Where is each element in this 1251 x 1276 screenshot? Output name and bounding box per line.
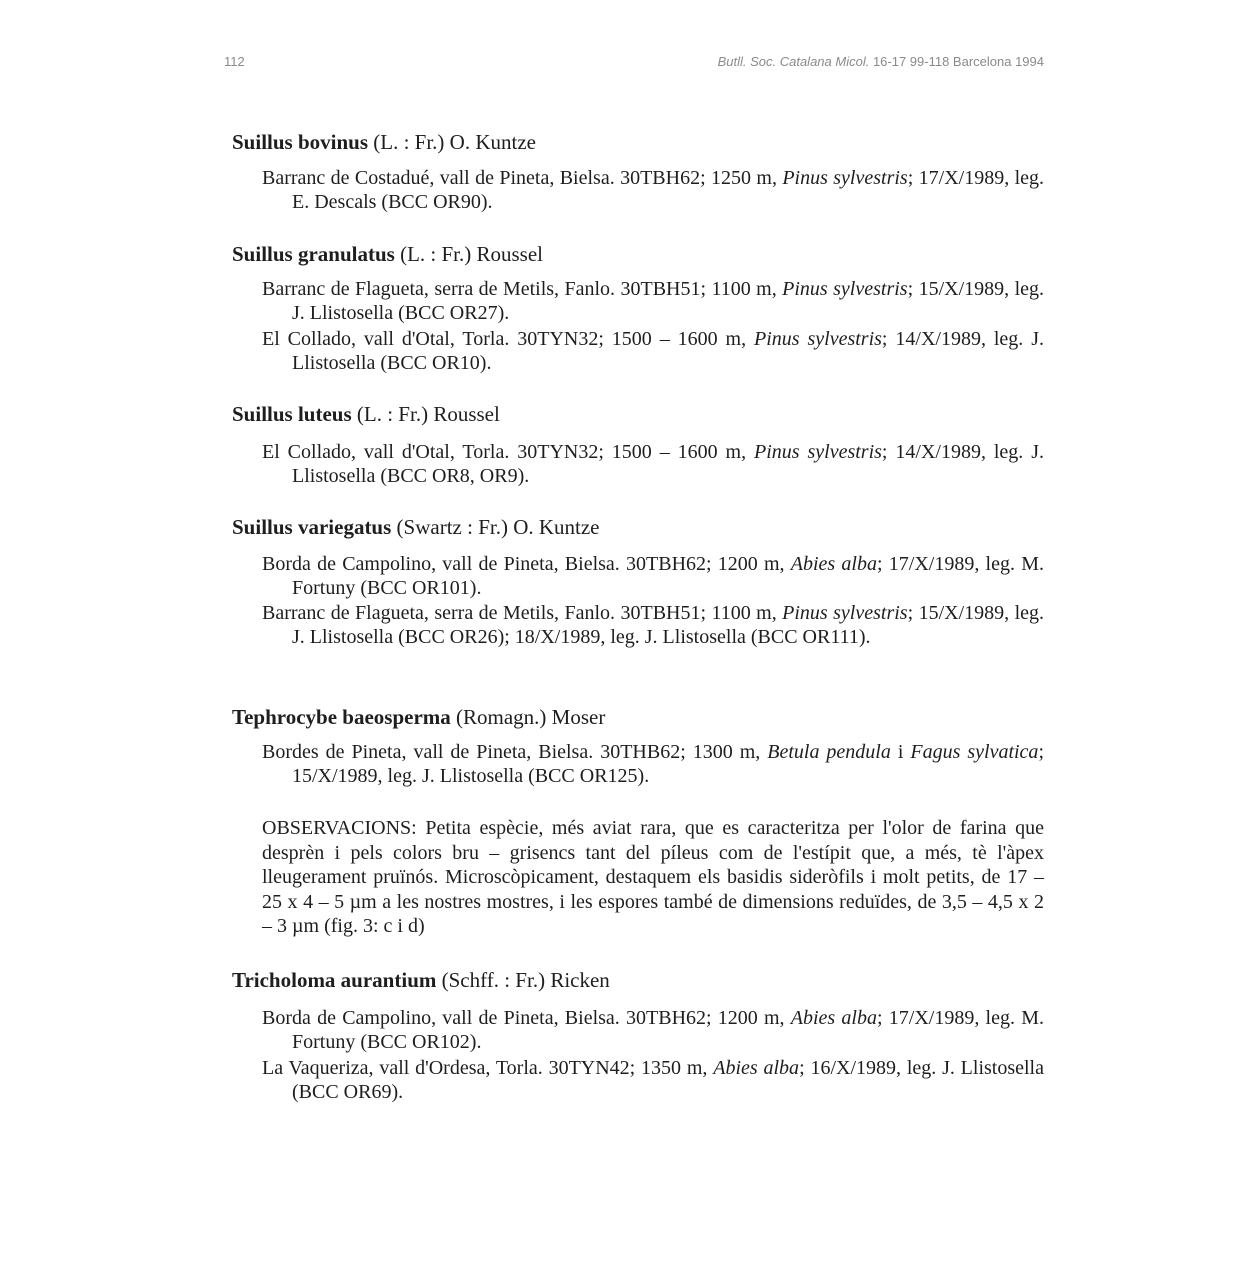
record-details: ; 15/X/1989, leg. J. Llistosella (BCC OR26); 18/X/1989, leg. J. Llistosella (BCC OR111).	[292, 602, 1045, 648]
record-host: Abies alba	[790, 553, 877, 575]
taxon-name: Suillus variegatus	[232, 515, 392, 539]
species-heading	[232, 514, 600, 540]
taxon-name: Suillus bovinus	[232, 130, 369, 154]
record-host: Pinus sylvestris	[782, 167, 908, 189]
record-details: ; 15/X/1989, leg. J. Llistosella (BCC OR27).	[292, 278, 1045, 324]
species-heading	[232, 967, 610, 993]
record-locality: El Collado, vall d'Otal, Torla. 30TYN32; 1500 – 1600 m,	[262, 328, 755, 350]
record-conjunction: i	[890, 741, 911, 763]
collection-record	[262, 440, 1044, 488]
species-heading	[232, 129, 536, 155]
collection-record	[262, 327, 1044, 375]
collection-record	[262, 1056, 1044, 1104]
taxon-name: Tephrocybe baeosperma	[232, 705, 451, 729]
record-details: ; 17/X/1989, leg. M. Fortuny (BCC OR102).	[292, 1007, 1044, 1053]
journal-name: Butll. Soc. Catalana Micol.	[717, 54, 870, 69]
taxon-authority: (Romagn.) Moser	[456, 705, 606, 729]
collection-record	[262, 601, 1044, 649]
observation-paragraph: OBSERVACIONS: Petita espècie, més aviat rara, que es caracteritza per l'olor de farina que desprèn i pels colors bru – grisencs tant del píleus com de l'estípit que, a més, tè l'àpex lleugerament pruïnós. Microscòpicament, destaquem els basidis sideròfils i molt petits, de 17 – 25 x 4 – 5 µm a les nostres mostres, i les espores també de dimensions reduïdes, de 3,5 – 4,5 x 2 – 3 µm (fig. 3: c i d)	[262, 817, 1044, 937]
collection-record	[262, 277, 1044, 325]
taxon-authority: (L. : Fr.) Roussel	[400, 242, 543, 266]
taxon-name: Tricholoma aurantium	[232, 968, 437, 992]
collection-record	[262, 552, 1044, 600]
record-details: ; 17/X/1989, leg. E. Descals (BCC OR90).	[292, 167, 1045, 213]
record-host: Fagus sylvatica	[910, 741, 1039, 763]
record-details: ; 17/X/1989, leg. M. Fortuny (BCC OR101).	[292, 553, 1044, 599]
record-locality: Borda de Campolino, vall de Pineta, Bielsa. 30TBH62; 1200 m,	[262, 1007, 791, 1029]
taxon-authority: (L. : Fr.) O. Kuntze	[373, 130, 536, 154]
record-host: Abies alba	[790, 1007, 877, 1029]
record-details: ; 14/X/1989, leg. J. Llistosella (BCC OR8, OR9).	[292, 441, 1044, 487]
page-number: 112	[224, 54, 245, 69]
collection-record	[262, 166, 1044, 214]
record-host: Abies alba	[713, 1057, 800, 1079]
collection-record	[262, 740, 1044, 788]
record-details: ; 15/X/1989, leg. J. Llistosella (BCC OR125).	[292, 741, 1044, 787]
record-details: ; 16/X/1989, leg. J. Llistosella (BCC OR69).	[292, 1057, 1044, 1103]
species-heading	[232, 401, 500, 427]
record-host: Pinus sylvestris	[754, 328, 882, 350]
record-host: Pinus sylvestris	[754, 441, 882, 463]
taxon-name: Suillus granulatus	[232, 242, 395, 266]
taxon-authority: (L. : Fr.) Roussel	[356, 402, 500, 426]
record-locality: El Collado, vall d'Otal, Torla. 30TYN32; 1500 – 1600 m,	[262, 441, 755, 463]
record-host: Betula pendula	[767, 741, 891, 763]
taxon-name: Suillus luteus	[232, 402, 352, 426]
record-locality: Barranc de Costadué, vall de Pineta, Bielsa. 30TBH62; 1250 m,	[262, 167, 783, 189]
species-heading	[232, 241, 543, 267]
record-locality: Borda de Campolino, vall de Pineta, Bielsa. 30TBH62; 1200 m,	[262, 553, 791, 575]
journal-details: 16-17 99-118 Barcelona 1994	[872, 54, 1044, 69]
journal-reference	[718, 54, 1044, 69]
record-host: Pinus sylvestris	[782, 278, 908, 300]
taxon-authority: (Schff. : Fr.) Ricken	[441, 968, 610, 992]
record-details: ; 14/X/1989, leg. J. Llistosella (BCC OR10).	[292, 328, 1044, 374]
record-host: Pinus sylvestris	[782, 602, 908, 624]
species-heading	[232, 704, 605, 730]
taxon-authority: (Swartz : Fr.) O. Kuntze	[396, 515, 600, 539]
record-locality: La Vaqueriza, vall d'Ordesa, Torla. 30TYN42; 1350 m,	[262, 1057, 714, 1079]
record-locality: Barranc de Flagueta, serra de Metils, Fanlo. 30TBH51; 1100 m,	[262, 602, 783, 624]
record-locality: Barranc de Flagueta, serra de Metils, Fanlo. 30TBH51; 1100 m,	[262, 278, 783, 300]
collection-record	[262, 1006, 1044, 1054]
running-header	[224, 50, 1044, 74]
record-locality: Bordes de Pineta, vall de Pineta, Bielsa. 30THB62; 1300 m,	[262, 741, 768, 763]
